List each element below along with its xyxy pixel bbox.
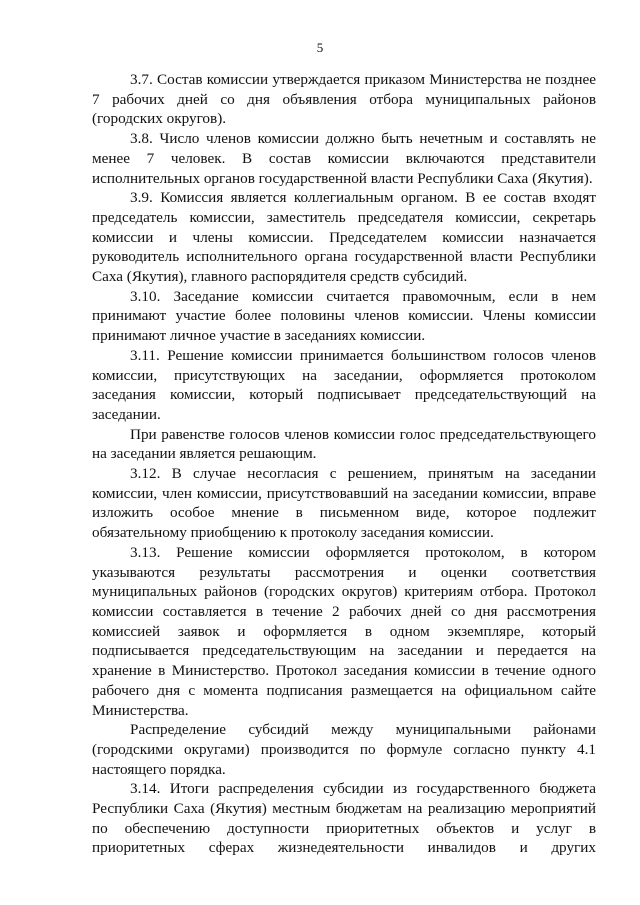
paragraph-3-8: 3.8. Число членов комиссии должно быть нечетным и составлять не менее 7 человек. В состав комиссии включаются представители исполнительных органов государственной власти Республики Саха (Якутия). xyxy=(92,130,596,187)
paragraph-distribution: Распределение субсидий между муниципальными районами (городскими округами) производится по формуле согласно пункту 4.1 настоящего порядка. xyxy=(92,721,596,778)
document-body xyxy=(92,70,596,858)
paragraph-3-14: 3.14. Итоги распределения субсидии из государственного бюджета Республики Саха (Якутия) местным бюджетам на реализацию мероприятий по обеспечению доступности приоритетных объектов и услуг в приоритетных сферах жизнедеятельности инвалидов и других xyxy=(92,780,596,857)
paragraph-tie-vote: При равенстве голосов членов комиссии голос председательствующего на заседании является решающим. xyxy=(92,425,596,463)
paragraph-3-7: 3.7. Состав комиссии утверждается приказом Министерства не позднее 7 рабочих дней со дня объявления отбора муниципальных районов (городских округов). xyxy=(92,71,596,128)
paragraph-3-11: 3.11. Решение комиссии принимается большинством голосов членов комиссии, присутствующих на заседании, оформляется протоколом заседания комиссии, который подписывает председательствующий на заседании. xyxy=(92,346,596,423)
paragraph-3-10: 3.10. Заседание комиссии считается правомочным, если в нем принимают участие более половины членов комиссии. Члены комиссии принимают личное участие в заседаниях комиссии. xyxy=(92,287,596,345)
page-number: 5 xyxy=(316,40,324,55)
paragraph-3-12: 3.12. В случае несогласия с решением, принятым на заседании комиссии, член комиссии, присутствовавший на заседании комиссии, вправе изложить особое мнение в письменном виде, которое подлежит обязательному приобщению к протоколу заседания комиссии. xyxy=(92,465,596,542)
paragraph-3-13: 3.13. Решение комиссии оформляется протоколом, в котором указываются результаты рассмотрения и оценки соответствия муниципальных районов (городских округов) критериям отбора. Протокол комиссии составляется в течение 2 рабочих дней со дня рассмотрения комиссией заявок и оформляется в одном экземпляре, который подписывается председательствующим на заседании и передается на хранение в Министерство. Протокол заседания комиссии в течение одного рабочего дня с момента подписания размещается на официальном сайте Министерства. xyxy=(92,543,596,719)
paragraph-3-9: 3.9. Комиссия является коллегиальным органом. В ее состав входят председатель комиссии, заместитель председателя комиссии, секретарь комиссии и члены комиссии. Председателем комиссии назначается руководитель исполнительного органа государственной власти Республики Саха (Якутия), главного распорядителя средств субсидий. xyxy=(92,189,596,286)
